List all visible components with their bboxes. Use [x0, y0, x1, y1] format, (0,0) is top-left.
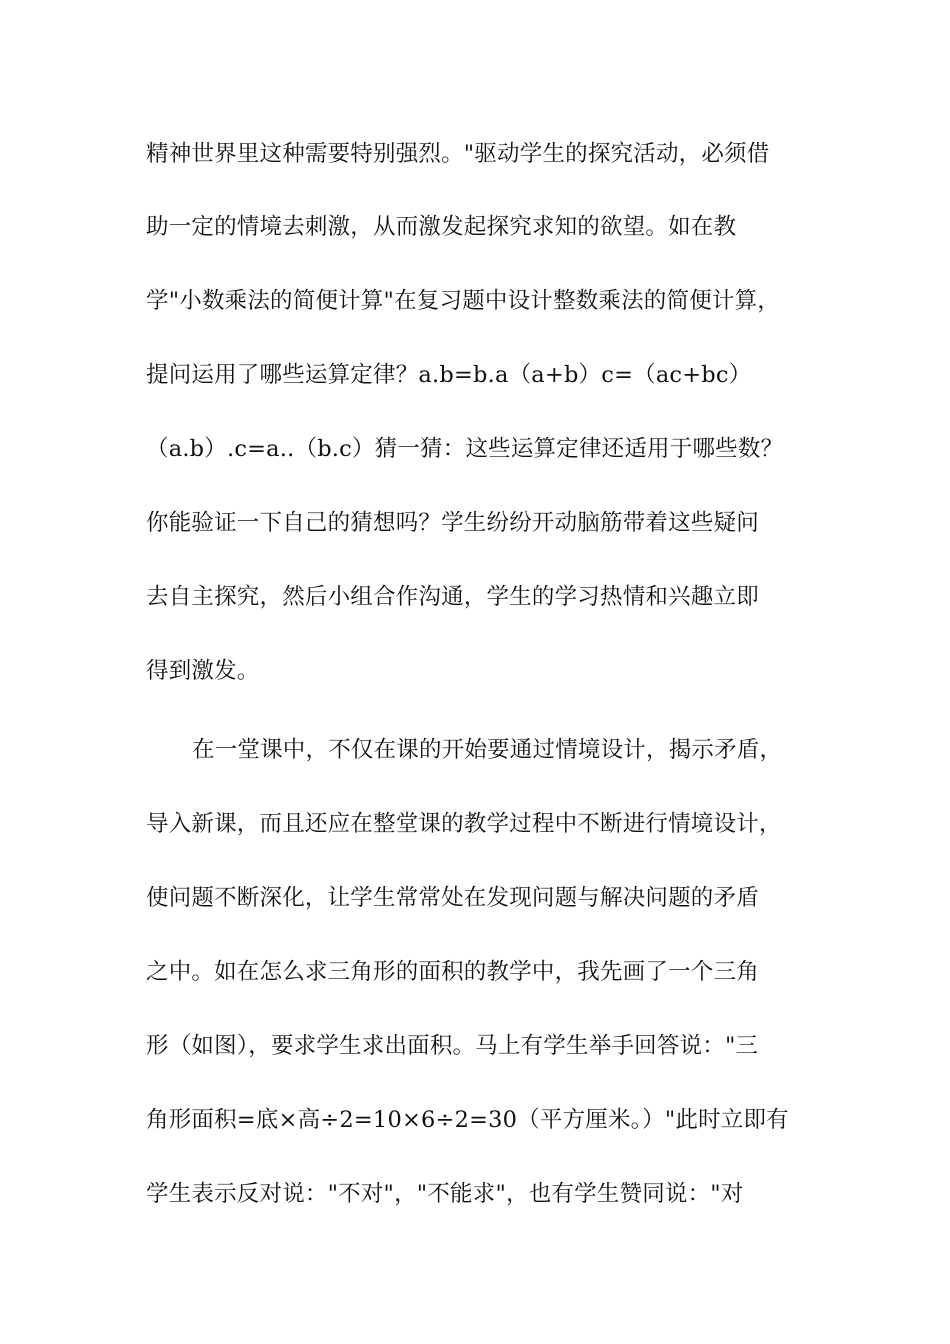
text-line: 形（如图），要求学生求出面积。马上有学生举手回答说："三: [146, 1033, 759, 1059]
text-line: 助一定的情境去刺激，从而激发起探究求知的欲望。如在教: [146, 214, 737, 240]
text-line: 你能验证一下自己的猜想吗？学生纷纷开动脑筋带着这些疑问: [146, 510, 759, 536]
text-line: 得到激发。: [146, 658, 260, 684]
text-line: 精神世界里这种需要特别强烈。"驱动学生的探究活动，必须借: [146, 141, 770, 167]
text-line: 学"小数乘法的简便计算"在复习题中设计整数乘法的简便计算，: [146, 288, 780, 314]
text-line: 去自主探究，然后小组合作沟通，学生的学习热情和兴趣立即: [146, 584, 759, 610]
text-line: 导入新课，而且还应在整堂课的教学过程中不断进行情境设计，: [146, 811, 782, 837]
text-line: 之中。如在怎么求三角形的面积的教学中，我先画了一个三角: [146, 959, 759, 985]
text-line: （a.b）.c=a..（b.c）猜一猜：这些运算定律还适用于哪些数？: [146, 436, 784, 462]
text-line: 使问题不断深化，让学生常常处在发现问题与解决问题的矛盾: [146, 885, 759, 911]
text-line: 角形面积=底×高÷2=10×6÷2=30（平方厘米。）"此时立即有: [146, 1107, 789, 1133]
text-line: 提问运用了哪些运算定律？a.b=b.a（a+b）c=（ac+bc）: [146, 362, 752, 388]
text-line: 学生表示反对说："不对"，"不能求"，也有学生赞同说："对: [146, 1181, 744, 1207]
paragraph-first-line: 在一堂课中，不仅在课的开始要通过情境设计，揭示矛盾，: [192, 737, 783, 763]
